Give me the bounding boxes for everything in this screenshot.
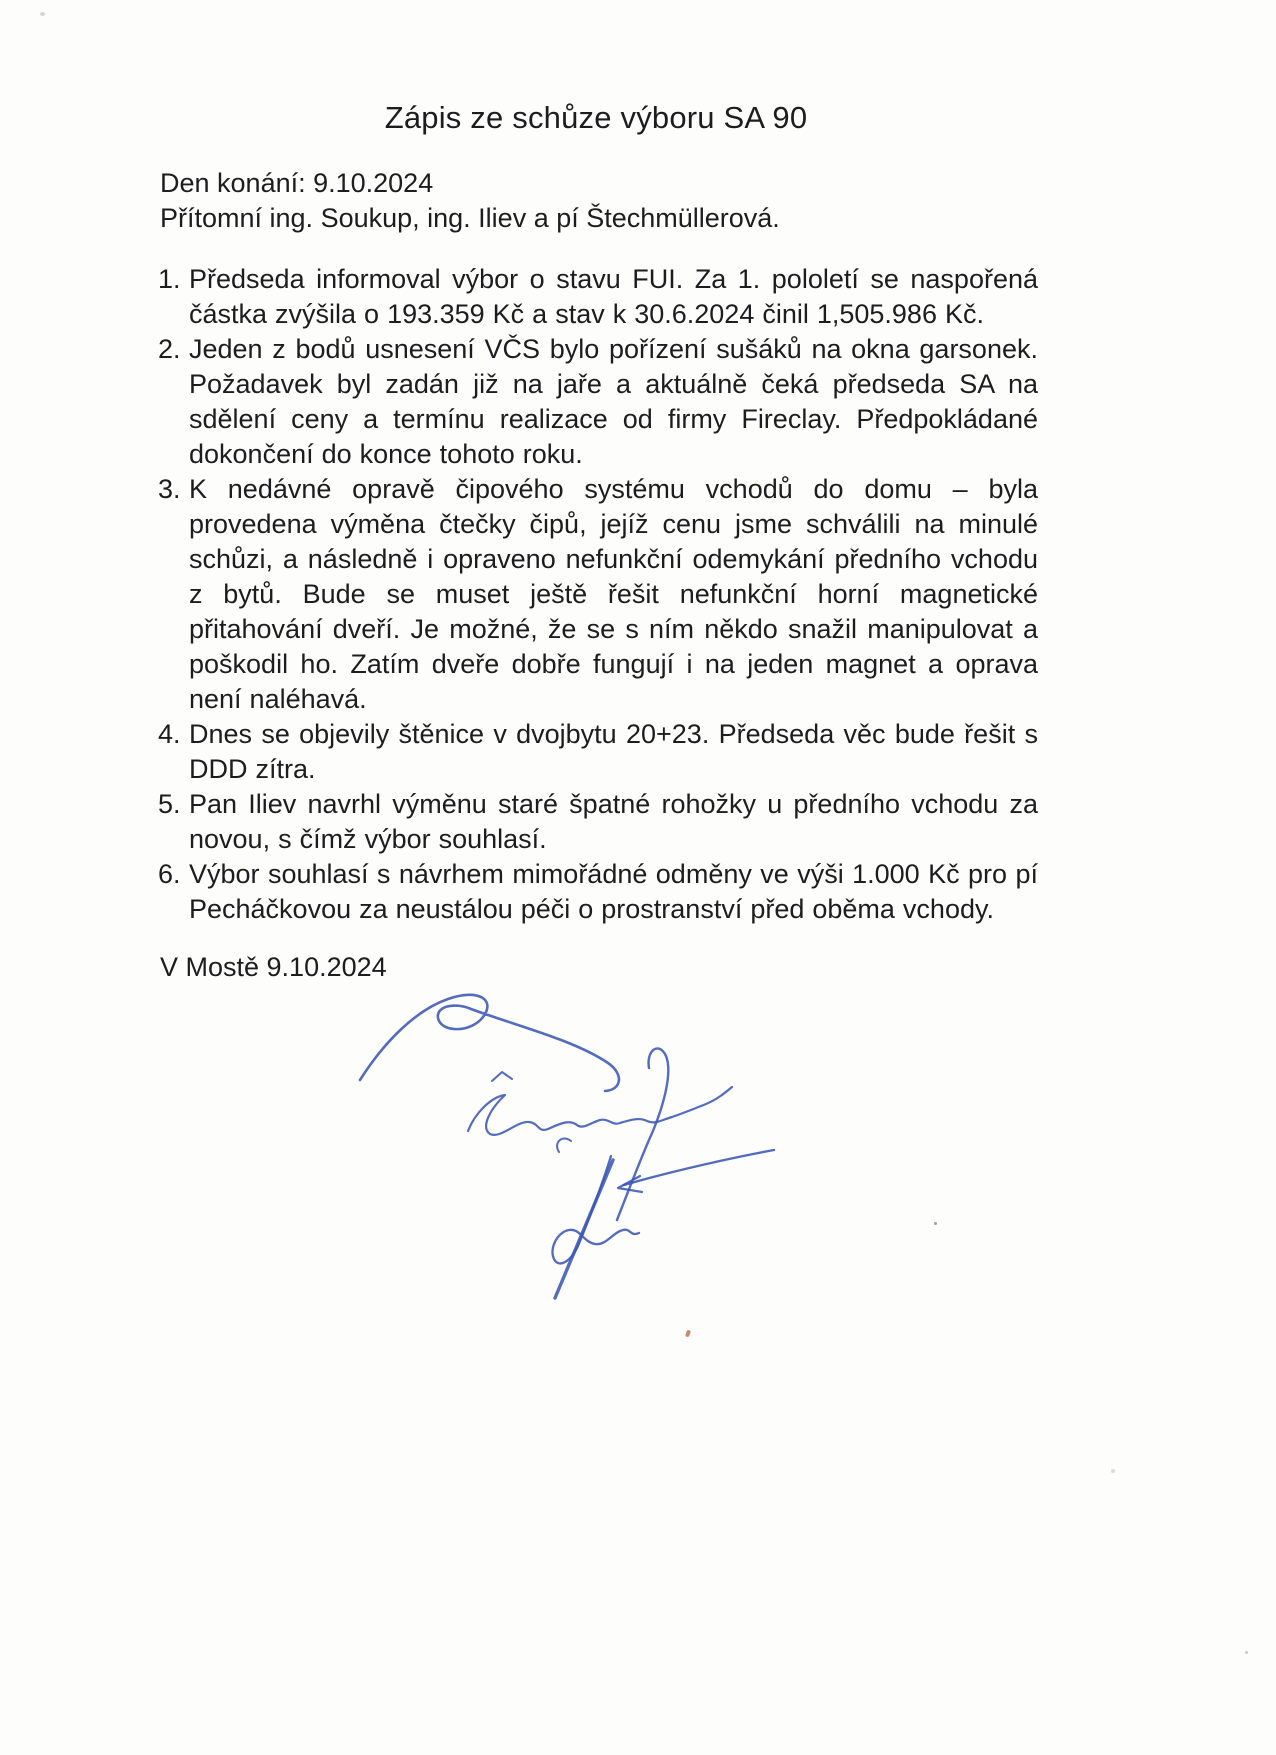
scan-speck	[40, 12, 45, 16]
item-text: K nedávné opravě čipového systému vchodů do domu – byla provedena výměna čtečky čipů, jejíž cenu jsme schválili na minulé schůzi, a následně i opraveno nefunkční odemykání předního vchodu z bytů. Bude se muset ještě řešit nefunkční horní magnetické přitahování dveří. Je možné, že se s ním někdo snažil manipulovat a poškodil ho. Zatím dveře dobře fungují i na jeden magnet a oprava není naléhavá.	[189, 474, 1038, 714]
attendees-line: Přítomní ing. Soukup, ing. Iliev a pí Štechmüllerová.	[160, 203, 780, 233]
signature-handwriting-icon	[312, 980, 782, 1320]
document-meta	[160, 166, 1040, 236]
item-number: 6.	[158, 859, 181, 889]
minutes-item-list	[158, 262, 1038, 927]
minutes-item	[158, 717, 1038, 787]
scan-speck	[934, 1222, 937, 1225]
item-text: Dnes se objevily štěnice v dvojbytu 20+23. Předseda věc bude řešit s DDD zítra.	[189, 719, 1038, 784]
item-number: 2.	[158, 334, 181, 364]
item-text: Pan Iliev navrhl výměnu staré špatné rohožky u předního vchodu za novou, s čímž výbor souhlasí.	[189, 789, 1038, 854]
item-text: Jeden z bodů usnesení VČS bylo pořízení sušáků na okna garsonek. Požadavek byl zadán již na jaře a aktuálně čeká předseda SA na sdělení ceny a termínu realizace od firmy Fireclay. Předpokládané dokončení do konce tohoto roku.	[189, 334, 1038, 469]
scan-speck	[1111, 1469, 1115, 1473]
item-text: Předseda informoval výbor o stavu FUI. Za 1. pololetí se naspořená částka zvýšila o 193.359 Kč a stav k 30.6.2024 činil 1,505.986 Kč.	[189, 264, 1038, 329]
place-date-line: V Mostě 9.10.2024	[160, 952, 387, 982]
scan-speck	[1245, 1651, 1248, 1654]
minutes-item	[158, 472, 1038, 717]
document-title: Zápis ze schůze výboru SA 90	[384, 100, 808, 135]
minutes-item	[158, 857, 1038, 927]
item-number: 3.	[158, 474, 181, 504]
minutes-item	[158, 262, 1038, 332]
item-number: 4.	[158, 719, 181, 749]
item-number: 5.	[158, 789, 181, 819]
scan-speck	[685, 1330, 691, 1338]
item-number: 1.	[158, 264, 181, 294]
minutes-item	[158, 787, 1038, 857]
minutes-item	[158, 332, 1038, 472]
item-text: Výbor souhlasí s návrhem mimořádné odměny ve výši 1.000 Kč pro pí Pecháčkovou za neustálou péči o prostranství před oběma vchody.	[189, 859, 1038, 924]
meeting-date-line: Den konání: 9.10.2024	[160, 168, 434, 198]
